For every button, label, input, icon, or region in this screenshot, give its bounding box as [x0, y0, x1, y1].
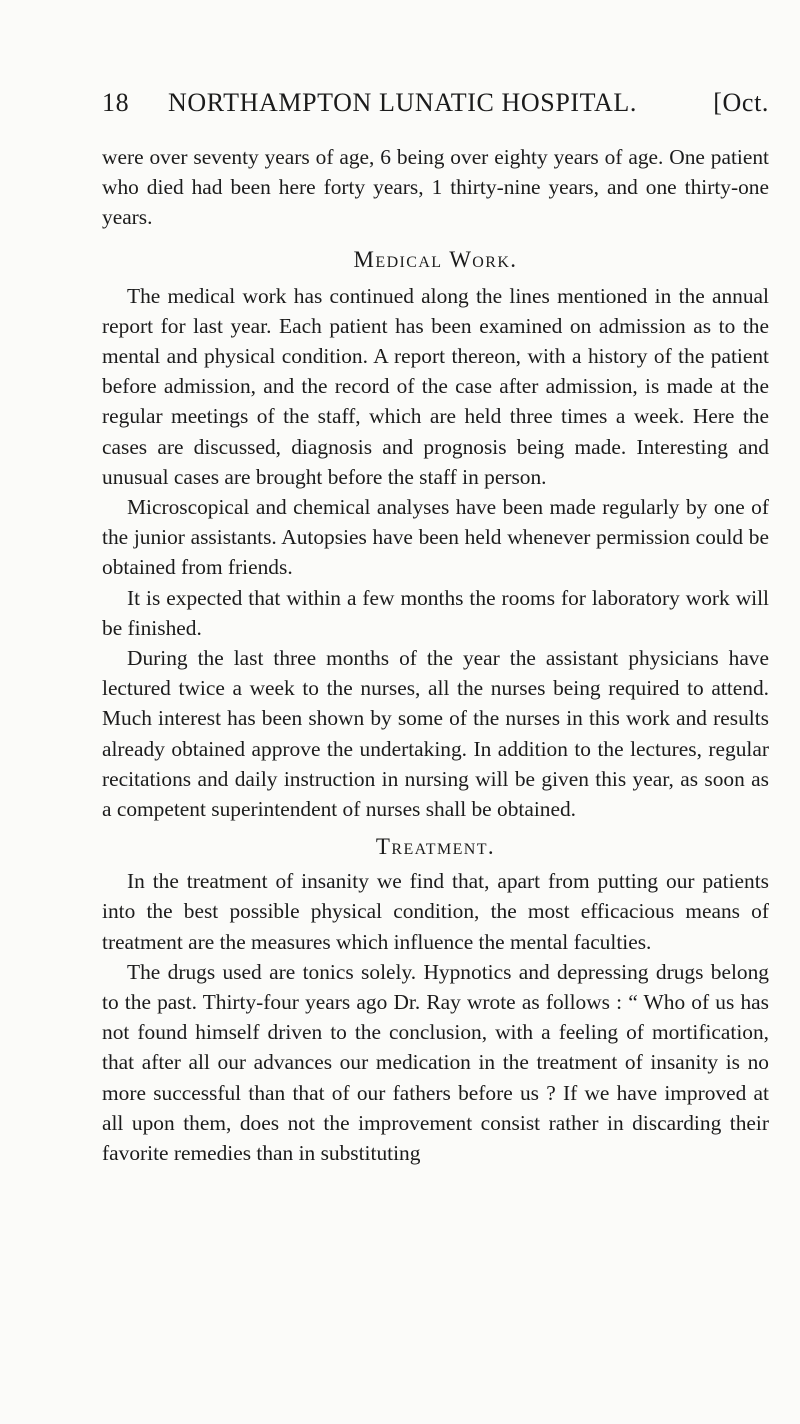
paragraph-medical-3: It is expected that within a few months the rooms for laboratory work will be finished. [102, 585, 769, 640]
section-heading-medical-work: Medical Work. [353, 246, 518, 272]
book-page [102, 88, 769, 1168]
paragraph-treatment-1: In the treatment of insanity we find that, apart from putting our patients into the best possible physical condition, the most efficacious means of treatment are the measures which influence the mental faculties. [102, 869, 769, 954]
running-date: [Oct. [713, 88, 769, 117]
section-heading-treatment: Treatment. [375, 834, 496, 860]
running-title: NORTHAMPTON LUNATIC HOSPITAL. [168, 88, 638, 117]
paragraph-medical-2: Microscopical and chemical analyses have been made regularly by one of the junior assistants. Autopsies have been held whenever permission could be obtained from friends. [102, 495, 769, 580]
running-header [102, 88, 769, 132]
paragraph-treatment-2: The drugs used are tonics solely. Hypnotics and depressing drugs belong to the past. Thirty-four years ago Dr. Ray wrote as follows : “ Who of us has not found himself driven to the conclusion, with a feeling of mortification, that after all our advances our medication in the treatment of insanity is no more successful than that of our fathers before us ? If we have improved at all upon them, does not the improvement consist rather in discarding their favorite remedies than in substituting [102, 959, 769, 1166]
paragraph-intro: were over seventy years of age, 6 being over eighty years of age. One patient who died had been here forty years, 1 thirty-nine years, and one thirty-one years. [102, 145, 769, 230]
paragraph-medical-1: The medical work has continued along the lines mentioned in the annual report for last year. Each patient has been examined on admission as to the mental and physical condition. A report thereon, with a history of the patient before admission, and the record of the case after admission, is made at the regular meetings of the staff, which are held three times a week. Here the cases are discussed, diagnosis and prognosis being made. Interesting and unusual cases are brought before the staff in person. [102, 283, 769, 489]
body-text [102, 142, 769, 1168]
paragraph-medical-4: During the last three months of the year the assistant physicians have lectured twice a week to the nurses, all the nurses being required to attend. Much interest has been shown by some of the nurses in this work and results already obtained approve the undertaking. In addition to the lectures, regular recitations and daily instruction in nursing will be given this year, as soon as a competent superintendent of nurses shall be obtained. [102, 646, 769, 822]
page-number: 18 [102, 88, 130, 117]
